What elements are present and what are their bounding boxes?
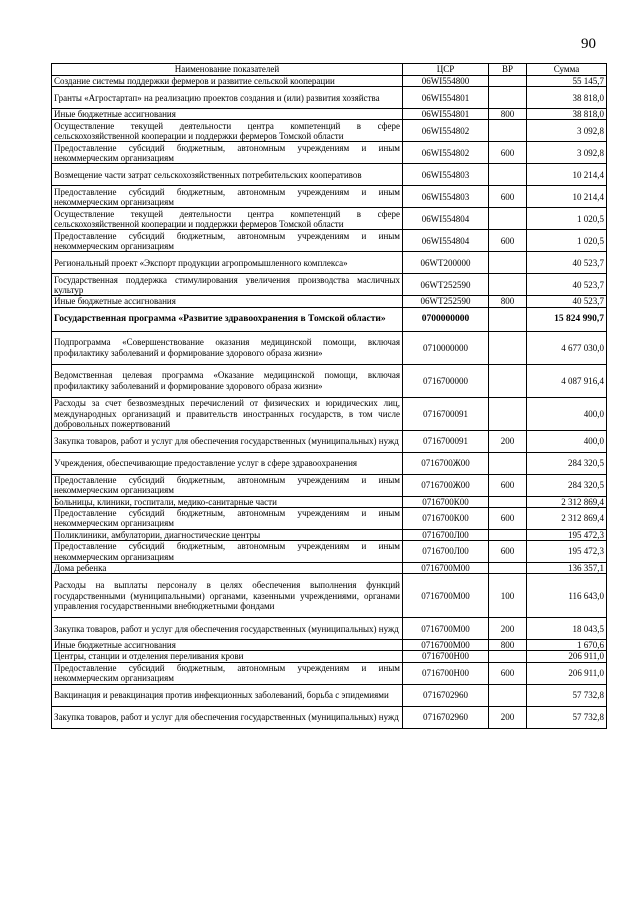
cell-sum: 1 670,6 (527, 640, 607, 651)
cell-vr (489, 452, 527, 474)
cell-name: Расходы за счет безвозмездных перечислений от физических и юридических лиц, международных организаций и правительств иностранных государств, в том числе добровольных пожертвований (52, 397, 403, 430)
cell-name: Вакцинация и ревакцинация против инфекционных заболеваний, борьба с эпидемиями (52, 684, 403, 706)
cell-name: Учреждения, обеспечивающие предоставление услуг в сфере здравоохранения (52, 452, 403, 474)
cell-vr: 600 (489, 230, 527, 252)
cell-sum: 10 214,4 (527, 164, 607, 186)
cell-csr: 0716700Л00 (403, 529, 489, 540)
cell-csr: 0716700091 (403, 397, 489, 430)
cell-vr (489, 364, 527, 397)
cell-csr: 0716700Н00 (403, 651, 489, 662)
cell-sum: 38 818,0 (527, 87, 607, 109)
cell-csr: 06WI554804 (403, 208, 489, 230)
cell-vr (489, 529, 527, 540)
table-row (52, 618, 607, 640)
cell-sum: 1 020,5 (527, 208, 607, 230)
cell-csr: 06WI554802 (403, 120, 489, 142)
cell-vr: 600 (489, 142, 527, 164)
cell-csr: 0716702960 (403, 684, 489, 706)
cell-csr: 0716700Л00 (403, 541, 489, 563)
cell-vr (489, 307, 527, 331)
header-name: Наименование показателей (52, 64, 403, 76)
cell-csr: 0716700Н00 (403, 662, 489, 684)
cell-sum: 116 643,0 (527, 574, 607, 618)
cell-name: Закупка товаров, работ и услуг для обеспечения государственных (муниципальных) нужд (52, 430, 403, 452)
cell-name: Государственная программа «Развитие здравоохранения в Томской области» (52, 307, 403, 331)
cell-csr: 0716700М00 (403, 640, 489, 651)
cell-csr: 0710000000 (403, 331, 489, 364)
cell-name: Иные бюджетные ассигнования (52, 109, 403, 120)
cell-name: Создание системы поддержки фермеров и развитие сельской кооперации (52, 76, 403, 87)
cell-name: Предоставление субсидий бюджетным, автономным учреждениям и иным некоммерческим организациям (52, 662, 403, 684)
cell-name: Центры, станции и отделения переливания крови (52, 651, 403, 662)
cell-csr: 0716700Ж00 (403, 452, 489, 474)
table-row (52, 651, 607, 662)
cell-csr: 06WI554801 (403, 87, 489, 109)
cell-vr: 200 (489, 618, 527, 640)
table-row (52, 307, 607, 331)
cell-vr (489, 651, 527, 662)
cell-vr: 800 (489, 640, 527, 651)
cell-csr: 0716700091 (403, 430, 489, 452)
cell-vr: 600 (489, 186, 527, 208)
cell-name: Больницы, клиники, госпитали, медико-санитарные части (52, 496, 403, 507)
cell-csr: 0716700М00 (403, 618, 489, 640)
cell-csr: 06WI554802 (403, 142, 489, 164)
table-row (52, 109, 607, 120)
cell-csr: 0716702960 (403, 706, 489, 728)
cell-vr (489, 331, 527, 364)
cell-sum: 284 320,5 (527, 474, 607, 496)
cell-sum: 38 818,0 (527, 109, 607, 120)
cell-name: Гранты «Агростартап» на реализацию проектов создания и (или) развития хозяйства (52, 87, 403, 109)
cell-name: Предоставление субсидий бюджетным, автономным учреждениям и иным некоммерческим организациям (52, 541, 403, 563)
cell-name: Ведомственная целевая программа «Оказание медицинской помощи, включая профилактику заболеваний и формирование здорового образа жизни» (52, 364, 403, 397)
table-row (52, 397, 607, 430)
cell-name: Поликлиники, амбулатории, диагностические центры (52, 529, 403, 540)
cell-vr: 600 (489, 662, 527, 684)
cell-sum: 3 092,8 (527, 142, 607, 164)
table-row (52, 142, 607, 164)
cell-name: Предоставление субсидий бюджетным, автономным учреждениям и иным некоммерческим организациям (52, 507, 403, 529)
cell-sum: 195 472,3 (527, 529, 607, 540)
header-sum: Сумма (527, 64, 607, 76)
cell-sum: 57 732,8 (527, 684, 607, 706)
header-vr: ВР (489, 64, 527, 76)
cell-name: Предоставление субсидий бюджетным, автономным учреждениям и иным некоммерческим организациям (52, 474, 403, 496)
cell-vr: 600 (489, 541, 527, 563)
table-row (52, 684, 607, 706)
cell-csr: 06WI554801 (403, 109, 489, 120)
cell-name: Закупка товаров, работ и услуг для обеспечения государственных (муниципальных) нужд (52, 706, 403, 728)
table-row (52, 296, 607, 307)
table-row (52, 574, 607, 618)
cell-name: Расходы на выплаты персоналу в целях обеспечения выполнения функций государственными (муниципальными) органами, казенными учреждениями, органами управления государственными внебюджетными фондами (52, 574, 403, 618)
cell-csr: 06WI554803 (403, 186, 489, 208)
cell-vr (489, 208, 527, 230)
table-row (52, 662, 607, 684)
table-header-row (52, 64, 607, 76)
cell-name: Осуществление текущей деятельности центра компетенций в сфере сельскохозяйственной кооперации и поддержки фермеров Томской области (52, 120, 403, 142)
cell-sum: 400,0 (527, 430, 607, 452)
cell-sum: 4 087 916,4 (527, 364, 607, 397)
cell-sum: 3 092,8 (527, 120, 607, 142)
cell-name: Подпрограмма «Совершенствование оказания медицинской помощи, включая профилактику заболеваний и формирование здорового образа жизни» (52, 331, 403, 364)
table-row (52, 208, 607, 230)
cell-csr: 0716700К00 (403, 507, 489, 529)
cell-sum: 40 523,7 (527, 296, 607, 307)
cell-vr (489, 274, 527, 296)
cell-sum: 40 523,7 (527, 274, 607, 296)
table-row (52, 331, 607, 364)
cell-vr: 200 (489, 430, 527, 452)
table-row (52, 640, 607, 651)
table-row (52, 507, 607, 529)
table-row (52, 452, 607, 474)
cell-name: Предоставление субсидий бюджетным, автономным учреждениям и иным некоммерческим организациям (52, 186, 403, 208)
cell-name: Региональный проект «Экспорт продукции агропромышленного комплекса» (52, 252, 403, 274)
cell-csr: 0716700М00 (403, 574, 489, 618)
table-row (52, 87, 607, 109)
cell-vr: 600 (489, 474, 527, 496)
cell-sum: 55 145,7 (527, 76, 607, 87)
cell-name: Предоставление субсидий бюджетным, автономным учреждениям и иным некоммерческим организациям (52, 230, 403, 252)
cell-csr: 0716700000 (403, 364, 489, 397)
cell-sum: 206 911,0 (527, 662, 607, 684)
cell-sum: 57 732,8 (527, 706, 607, 728)
cell-sum: 400,0 (527, 397, 607, 430)
table-row (52, 76, 607, 87)
cell-vr (489, 76, 527, 87)
page-number: 90 (581, 36, 596, 52)
cell-vr: 600 (489, 507, 527, 529)
table-row (52, 529, 607, 540)
cell-name: Иные бюджетные ассигнования (52, 640, 403, 651)
cell-csr: 0716700М00 (403, 563, 489, 574)
cell-csr: 06WI554803 (403, 164, 489, 186)
table-row (52, 496, 607, 507)
cell-vr (489, 120, 527, 142)
cell-csr: 0716700К00 (403, 496, 489, 507)
cell-csr: 0716700Ж00 (403, 474, 489, 496)
table-row (52, 474, 607, 496)
cell-vr (489, 563, 527, 574)
table-row (52, 164, 607, 186)
table-row (52, 364, 607, 397)
cell-sum: 10 214,4 (527, 186, 607, 208)
cell-csr: 06WI554804 (403, 230, 489, 252)
cell-sum: 15 824 990,7 (527, 307, 607, 331)
cell-vr (489, 397, 527, 430)
table-row (52, 430, 607, 452)
cell-sum: 40 523,7 (527, 252, 607, 274)
cell-sum: 18 043,5 (527, 618, 607, 640)
cell-vr: 100 (489, 574, 527, 618)
cell-vr (489, 87, 527, 109)
cell-sum: 136 357,1 (527, 563, 607, 574)
cell-sum: 206 911,0 (527, 651, 607, 662)
budget-table (51, 63, 607, 729)
cell-vr (489, 164, 527, 186)
cell-csr: 06WI554800 (403, 76, 489, 87)
table-row (52, 706, 607, 728)
cell-csr: 06WT252590 (403, 296, 489, 307)
cell-name: Осуществление текущей деятельности центра компетенций в сфере сельскохозяйственной кооперации и поддержки фермеров Томской области (52, 208, 403, 230)
cell-name: Дома ребенка (52, 563, 403, 574)
cell-vr (489, 252, 527, 274)
cell-vr: 200 (489, 706, 527, 728)
table-row (52, 541, 607, 563)
cell-sum: 284 320,5 (527, 452, 607, 474)
header-csr: ЦСР (403, 64, 489, 76)
cell-name: Возмещение части затрат сельскохозяйственных потребительских кооперативов (52, 164, 403, 186)
cell-name: Государственная поддержка стимулирования увеличения производства масличных культур (52, 274, 403, 296)
cell-csr: 06WT200000 (403, 252, 489, 274)
cell-vr: 800 (489, 109, 527, 120)
table-row (52, 186, 607, 208)
cell-name: Закупка товаров, работ и услуг для обеспечения государственных (муниципальных) нужд (52, 618, 403, 640)
cell-vr: 800 (489, 296, 527, 307)
table-row (52, 274, 607, 296)
cell-vr (489, 684, 527, 706)
cell-name: Иные бюджетные ассигнования (52, 296, 403, 307)
cell-sum: 1 020,5 (527, 230, 607, 252)
cell-sum: 4 677 030,0 (527, 331, 607, 364)
cell-csr: 0700000000 (403, 307, 489, 331)
table-row (52, 252, 607, 274)
cell-name: Предоставление субсидий бюджетным, автономным учреждениям и иным некоммерческим организациям (52, 142, 403, 164)
table-row (52, 230, 607, 252)
cell-sum: 2 312 869,4 (527, 507, 607, 529)
cell-sum: 2 312 869,4 (527, 496, 607, 507)
cell-vr (489, 496, 527, 507)
table-row (52, 120, 607, 142)
cell-csr: 06WT252590 (403, 274, 489, 296)
table-row (52, 563, 607, 574)
cell-sum: 195 472,3 (527, 541, 607, 563)
